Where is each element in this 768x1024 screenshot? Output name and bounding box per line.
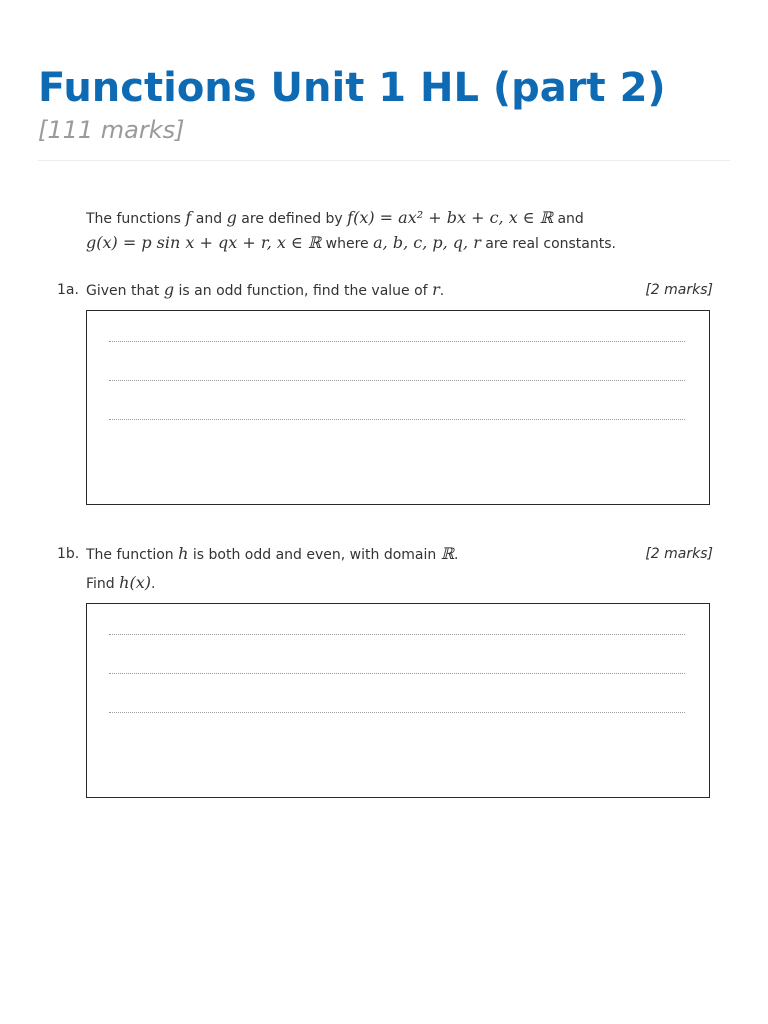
math-f: f — [185, 208, 192, 227]
math-g: g — [226, 208, 237, 227]
question-text: . — [439, 283, 445, 299]
intro-text: and — [553, 211, 584, 227]
answer-line — [109, 712, 685, 713]
question-text: Given that — [86, 283, 164, 299]
answer-line — [109, 341, 685, 342]
answer-line — [109, 634, 685, 635]
math-h: h — [178, 544, 189, 563]
intro-text: are defined by — [236, 211, 348, 227]
question-text-1a — [86, 276, 626, 305]
math-reals: ℝ — [307, 233, 322, 252]
question-text: . — [150, 576, 156, 592]
math-reals: ℝ — [440, 544, 454, 563]
math-constants: a, b, c, p, q, r — [373, 233, 481, 252]
question-marks-1a: [2 marks] — [645, 282, 713, 298]
page-title: Functions Unit 1 HL (part 2) — [38, 65, 666, 111]
answer-line — [109, 419, 685, 420]
question-text: is an odd function, find the value of — [174, 283, 433, 299]
math-h-of-x: h(x) — [119, 573, 151, 592]
header-divider — [38, 160, 730, 161]
math-f-definition: f(x) = ax² + bx + c, x ∈ — [347, 208, 540, 227]
question-text-1b — [86, 540, 626, 598]
math-r: r — [432, 280, 440, 299]
question-marks-1b: [2 marks] — [645, 546, 713, 562]
question-text: The function — [86, 547, 179, 563]
intro-text: The functions — [86, 211, 186, 227]
question-number-1b: 1b. — [57, 546, 80, 562]
math-g: g — [163, 280, 175, 299]
intro-text: where — [321, 236, 374, 252]
math-g-definition: g(x) = p sin x + qx + r, x ∈ — [86, 233, 308, 252]
total-marks: [111 marks] — [38, 116, 185, 144]
intro-text: and — [191, 211, 227, 227]
question-text: . — [454, 547, 459, 563]
math-reals: ℝ — [539, 208, 554, 227]
intro-text: are real constants. — [480, 236, 616, 252]
question-number-1a: 1a. — [57, 282, 79, 298]
question-text: is both odd and even, with domain — [188, 547, 441, 563]
question-intro — [86, 206, 712, 256]
answer-line — [109, 380, 685, 381]
answer-line — [109, 673, 685, 674]
question-text: Find — [86, 576, 120, 592]
answer-box-1b[interactable] — [86, 603, 710, 798]
answer-box-1a[interactable] — [86, 310, 710, 505]
